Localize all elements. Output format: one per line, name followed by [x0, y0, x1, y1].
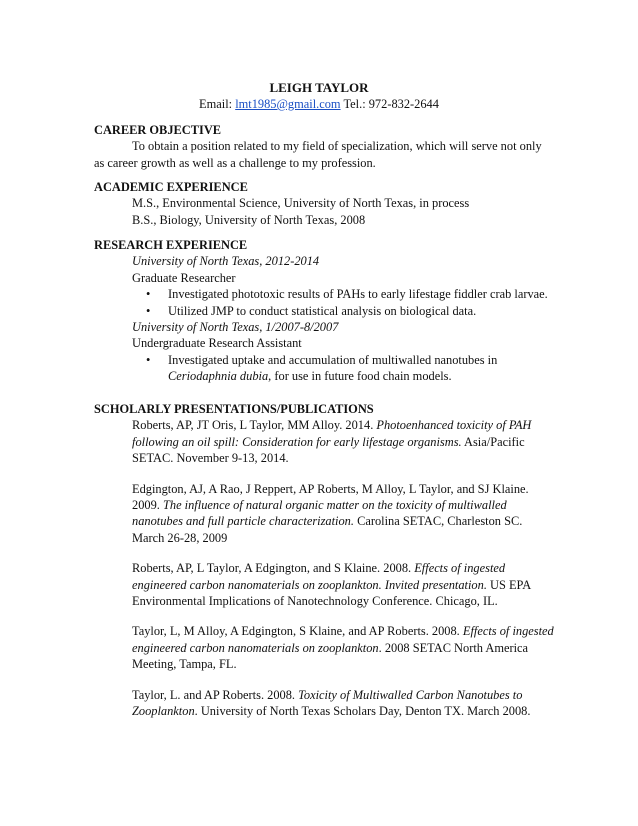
list-item — [146, 352, 554, 385]
research-bullets — [94, 286, 554, 319]
research-org: University of North Texas, 2012-2014 — [132, 254, 320, 269]
bullet-text: Investigated phototoxic results of PAHs to early lifestage fiddler crab larvae. — [168, 287, 548, 302]
section-heading: RESEARCH EXPERIENCE — [94, 238, 248, 252]
reference-entry — [94, 481, 554, 547]
ref-title: Toxicity of Multiwalled Carbon Nanotubes to Zooplankton — [132, 687, 523, 719]
email-link[interactable]: lmt1985@gmail.com — [235, 97, 341, 111]
ref-venue: Asia/Pacific SETAC. November 9-13, 2014. — [132, 434, 525, 466]
ref-authors: Roberts, AP, L Taylor, A Edgington, and S Klaine. 2008. — [132, 561, 415, 576]
section-heading: CAREER OBJECTIVE — [94, 123, 222, 137]
ref-title: Effects of ingested engineered carbon nanomaterials on zooplankton — [132, 624, 554, 655]
bullet-text-italic: Ceriodaphnia dubia — [168, 369, 269, 384]
degree-item: B.S., Biology, University of North Texas, 2008 — [132, 212, 366, 227]
bullet-icon: • — [146, 287, 151, 302]
reference-entry — [94, 623, 554, 672]
reference-entry — [94, 687, 554, 720]
research-org: University of North Texas, 1/2007-8/2007 — [132, 320, 339, 335]
presentations-section — [94, 401, 554, 720]
bullet-text-pre: Investigated uptake and accumulation of multiwalled nanotubes in — [168, 352, 498, 367]
ref-venue: Carolina SETAC, Charleston SC. March 26-28, 2009 — [132, 514, 523, 545]
degree-item: M.S., Environmental Science, University of North Texas, in process — [132, 196, 470, 211]
ref-venue: . University of North Texas Scholars Day, Denton TX. March 2008. — [194, 704, 531, 719]
ref-authors: Roberts, AP, JT Oris, L Taylor, MM Alloy. 2014. — [132, 418, 377, 433]
ref-authors: Edgington, AJ, A Rao, J Reppert, AP Roberts, M Alloy, L Taylor, and SJ Klaine. 2009. — [132, 481, 529, 513]
research-title: Graduate Researcher — [132, 270, 236, 285]
bullet-text: Utilized JMP to conduct statistical analysis on biological data. — [168, 303, 477, 318]
reference-entry — [94, 417, 554, 466]
academic-section — [94, 179, 554, 228]
tel-text: Tel.: 972-832-2644 — [343, 97, 439, 111]
research-section — [94, 237, 554, 385]
section-heading: ACADEMIC EXPERIENCE — [94, 180, 248, 194]
ref-venue: US EPA Environmental Implications of Nanotechnology Conference. Chicago, IL. — [132, 577, 531, 609]
contact-line — [0, 96, 638, 112]
section-heading: SCHOLARLY PRESENTATIONS/PUBLICATIONS — [94, 402, 374, 416]
ref-title: The influence of natural organic matter on the toxicity of multiwalled nanotubes and full particle characterization. — [132, 498, 507, 529]
career-objective-section — [94, 122, 554, 171]
objective-text: To obtain a position related to my field of specialization, which will serve not only as career growth as well as a challenge to my profession. — [94, 139, 542, 170]
list-item — [146, 303, 554, 319]
ref-title: Photoenhanced toxicity of PAH following an oil spill: Consideration for early lifestage organisms. — [132, 418, 532, 449]
list-item — [146, 286, 554, 302]
ref-title: Effects of ingested engineered carbon nanomaterials on zooplankton. Invited presentation. — [132, 561, 506, 592]
research-bullets — [94, 352, 554, 385]
ref-authors: Taylor, L, M Alloy, A Edgington, S Klaine, and AP Roberts. 2008. — [132, 624, 463, 639]
reference-entry — [94, 560, 554, 609]
email-label: Email: — [199, 97, 233, 111]
bullet-icon: • — [146, 303, 151, 318]
ref-authors: Taylor, L. and AP Roberts. 2008. — [132, 687, 299, 702]
research-title: Undergraduate Research Assistant — [132, 336, 302, 351]
bullet-text-post: , for use in future food chain models. — [268, 369, 452, 384]
bullet-icon: • — [146, 352, 151, 367]
resume-name: LEIGH TAYLOR — [269, 80, 369, 95]
ref-venue: . 2008 SETAC North America Meeting, Tampa, FL. — [132, 640, 529, 672]
